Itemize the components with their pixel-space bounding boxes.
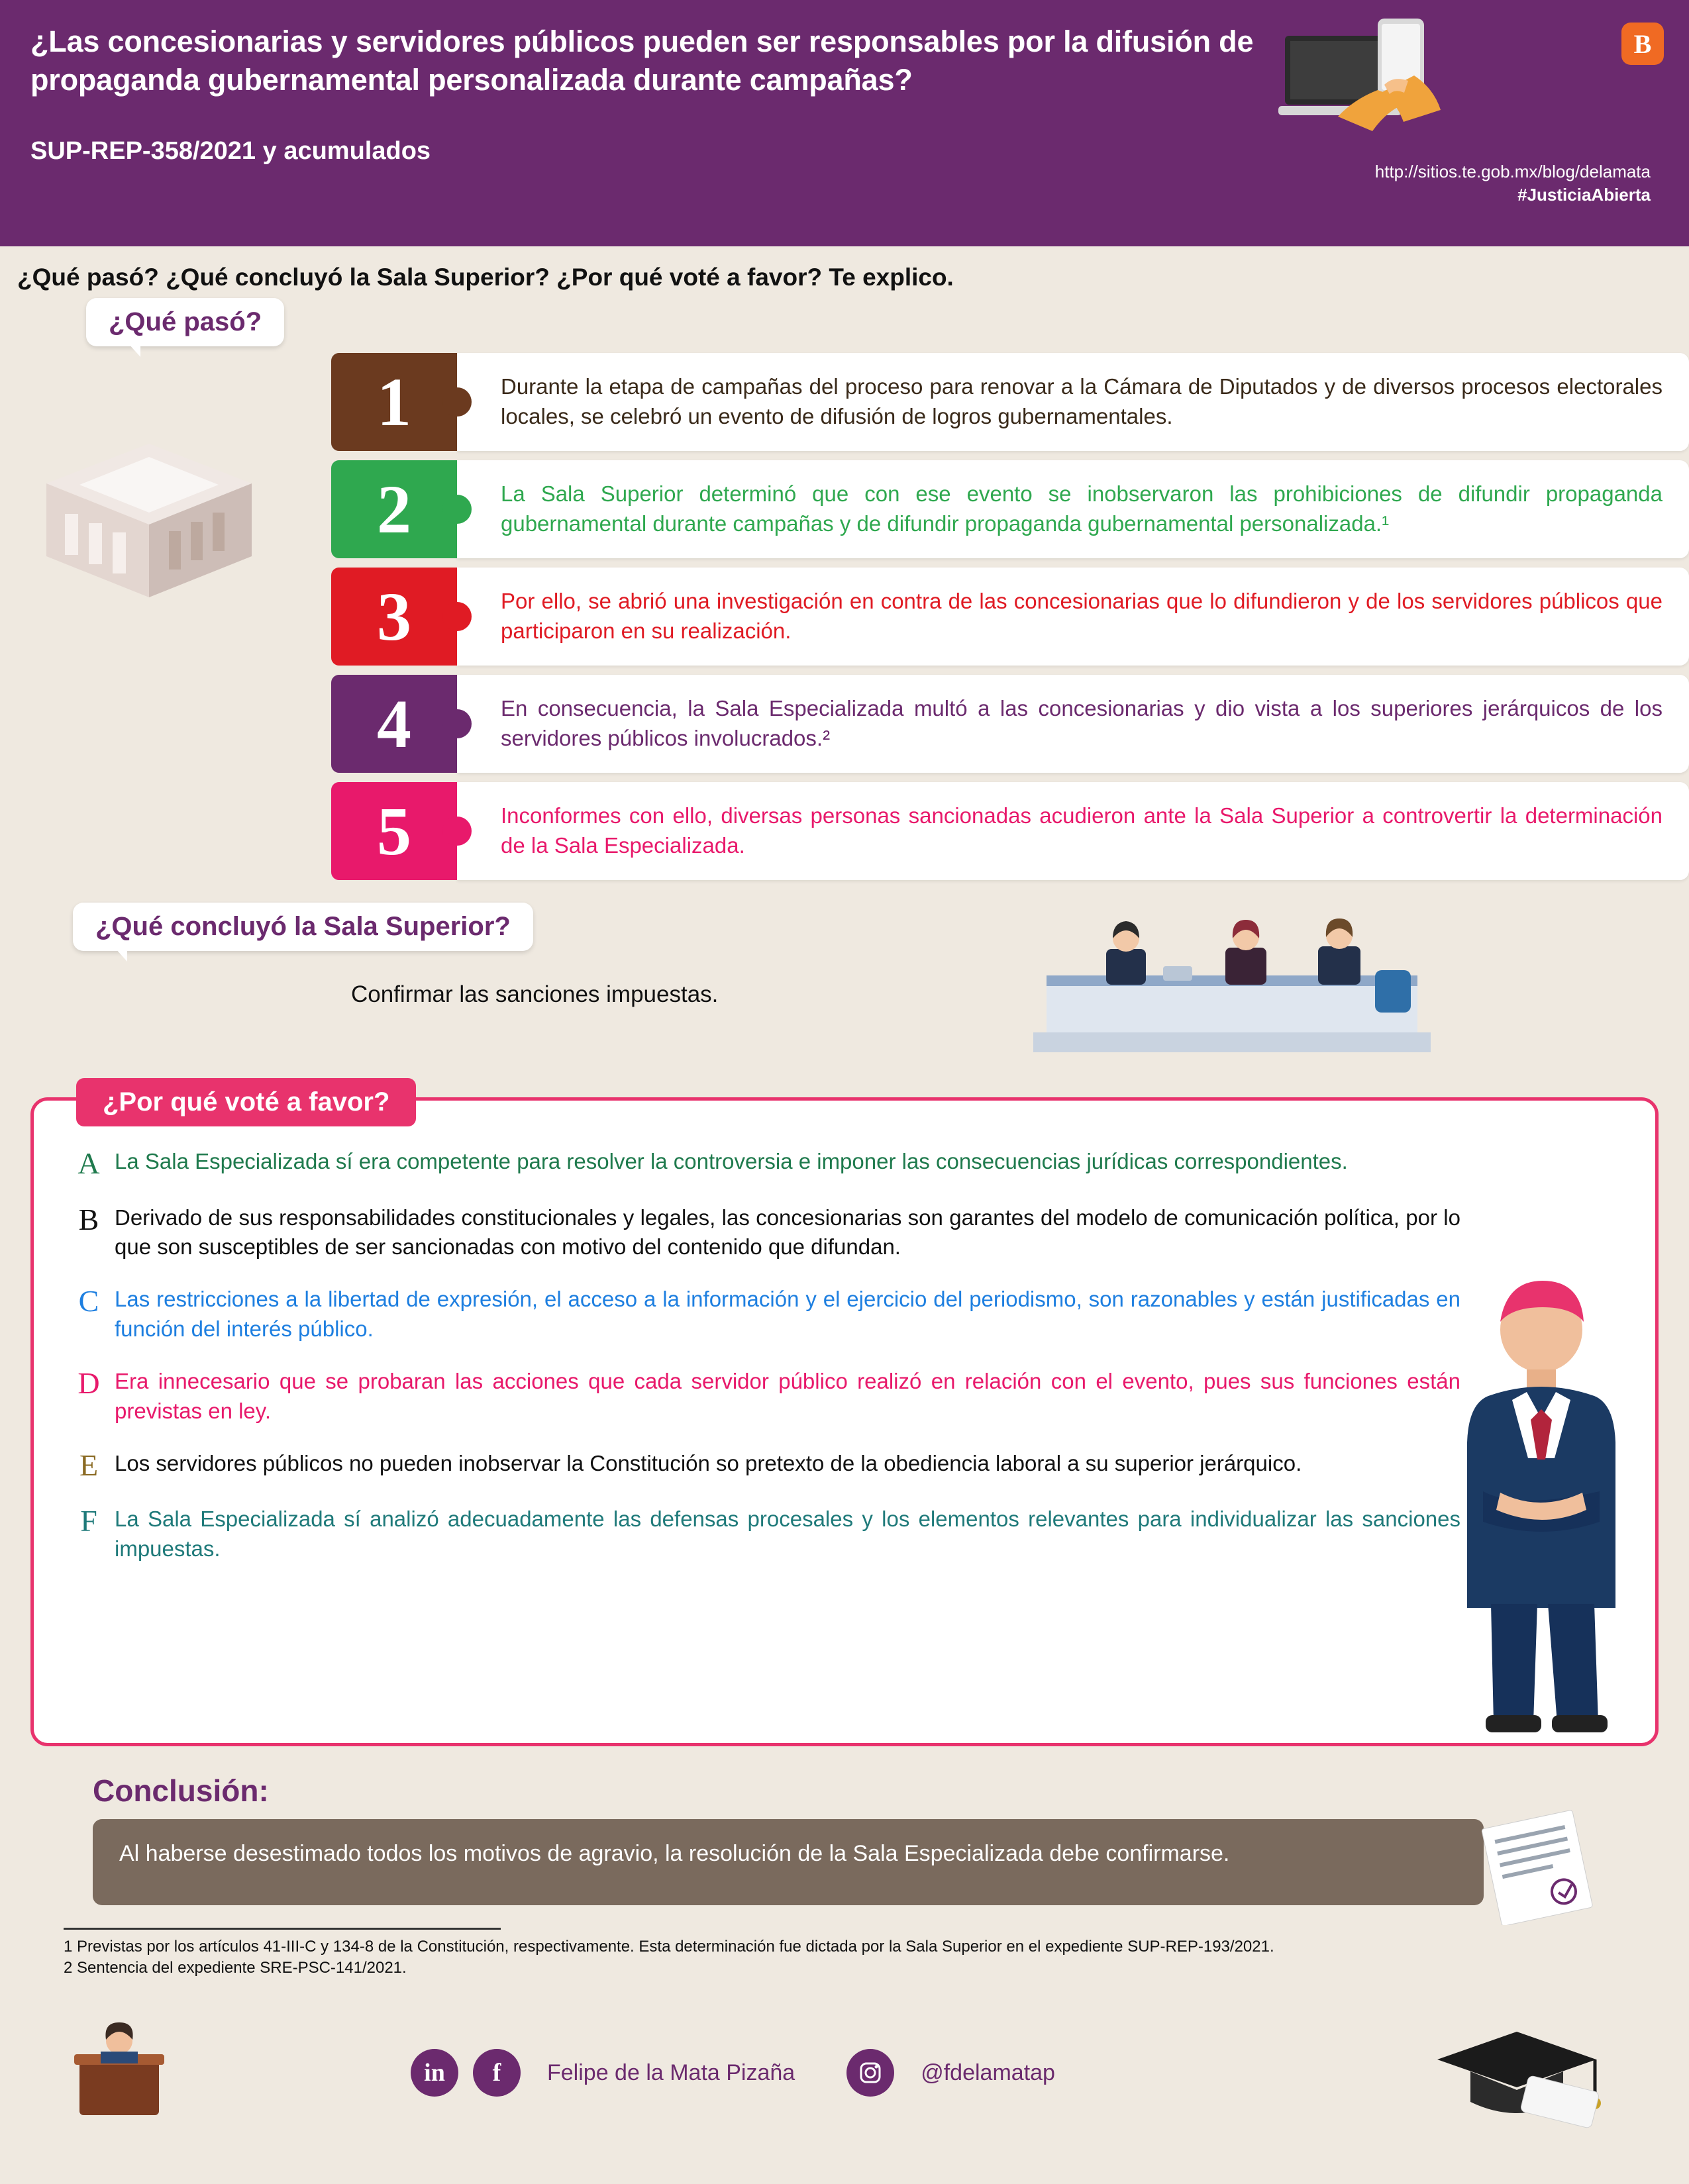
sala-superior-label: ¿Qué concluyó la Sala Superior? [73,903,533,951]
reason-letter: A [77,1146,100,1180]
puzzle-knob [442,709,472,738]
reason-item [63,1367,1467,1426]
step-number-badge [331,460,457,558]
step-text: En consecuencia, la Sala Especializada multó a las concesionarias y dio vista a los superiores jerárquicos de los servidores públicos involucrados.² [457,675,1689,773]
facebook-icon[interactable]: f [473,2049,521,2097]
footer [0,2007,1689,2139]
step-item [331,460,1689,558]
reason-text: Derivado de sus responsabilidades constitucionales y legales, las concesionarias son garantes del modelo de comunicación política, por lo que son susceptibles de ser sancionadas con motivo del contenido que difundan. [115,1205,1460,1260]
reason-letter: D [77,1366,100,1401]
reason-item [63,1285,1467,1344]
reason-item [63,1449,1467,1483]
reason-item [63,1147,1467,1181]
linkedin-icon[interactable]: in [411,2049,458,2097]
instagram-handle[interactable]: @fdelamatap [921,2060,1055,2085]
sala-superior-section [0,903,1689,1075]
reason-text: La Sala Especializada sí analizó adecuadamente las defensas procesales y los elementos relevantes para individualizar las sanciones impuestas. [115,1507,1460,1562]
sala-superior-answer: Confirmar las sanciones impuestas. [351,981,719,1007]
step-text: Durante la etapa de campañas del proceso para renovar a la Cámara de Diputados y de diversos procesos electorales locales, se celebró un evento de difusión de logros gubernamentales. [457,353,1689,451]
conclusion-title: Conclusión: [93,1773,269,1808]
blog-url[interactable]: http://sitios.te.gob.mx/blog/delamata [1374,161,1651,181]
document-icon [1470,1806,1610,1925]
conclusion-section [0,1773,1689,1905]
intro-text: ¿Qué pasó? ¿Qué concluyó la Sala Superior? ¿Por qué voté a favor? Te explico. [17,264,954,291]
step-number: 4 [377,685,411,762]
puzzle-knob [442,817,472,846]
step-number-badge [331,568,457,666]
conclusion-text: Al haberse desestimado todos los motivos de agravio, la resolución de la Sala Especializada debe confirmarse. [93,1819,1484,1905]
step-number: 2 [377,471,411,548]
footnote-item: 1 Previstas por los artículos 41-III-C y 134-8 de la Constitución, respectivamente. Esta determinación fue dictada por la Sala Superior en el expediente SUP-REP-193/2021. [64,1938,1274,1956]
reason-letter: B [78,1202,99,1236]
graduation-cap-icon [1417,2020,1610,2132]
step-number-badge [331,353,457,451]
step-number: 1 [377,364,411,440]
step-item [331,353,1689,451]
reason-text: Era innecesario que se probaran las acciones que cada servidor público realizó en relación con el evento, pues sus funciones están previstas en ley. [115,1369,1460,1423]
steps-list [331,353,1689,880]
que-paso-label: ¿Qué pasó? [86,298,284,346]
que-paso-section [0,298,1689,880]
courthouse-icon [40,430,258,603]
author-name: Felipe de la Mata Pizaña [547,2060,795,2085]
reason-letter: E [79,1448,99,1482]
instagram-icon[interactable] [846,2049,894,2097]
case-number: SUP-REP-358/2021 y acumulados [30,137,431,166]
step-item [331,782,1689,880]
footnote-divider [64,1928,501,1930]
reason-item [63,1505,1467,1564]
reason-text: Los servidores públicos no pueden inobservar la Constitución so pretexto de la obediencia laboral a su superior jerárquico. [115,1450,1302,1475]
step-item [331,675,1689,773]
blogger-icon[interactable]: B [1621,23,1664,65]
reason-item [63,1203,1467,1263]
por-que-vote-section [30,1087,1659,1746]
step-number: 5 [377,793,411,869]
header [0,0,1689,246]
businessman-illustration [1442,1273,1641,1736]
por-que-vote-title: ¿Por qué voté a favor? [76,1078,416,1126]
step-text: Por ello, se abrió una investigación en contra de las concesionarias que lo difundieron y de los servidores públicos que participaron en su realización. [457,568,1689,666]
step-number-badge [331,782,457,880]
reason-text: Las restricciones a la libertad de expresión, el acceso a la información y el ejercicio del periodismo, son razonables y están justificadas en función del interés público. [115,1287,1460,1342]
reason-letter: C [78,1284,99,1318]
hashtag[interactable]: #JusticiaAbierta [1517,184,1651,205]
puzzle-knob [442,495,472,524]
step-number: 3 [377,578,411,655]
tribunal-bench-illustration [1007,909,1470,1062]
footnote-item: 2 Sentencia del expediente SRE-PSC-141/2021. [64,1959,407,1977]
step-text: Inconformes con ello, diversas personas sancionadas acudieron ante la Sala Superior a controvertir la determinación de la Sala Especializada. [457,782,1689,880]
header-links [1375,160,1651,207]
step-number-badge [331,675,457,773]
reason-text: La Sala Especializada sí era competente para resolver la controversia e imponer las consecuencias jurídicas correspondientes. [115,1149,1348,1173]
page-title: ¿Las concesionarias y servidores públicos pueden ser responsables por la difusión de propaganda gubernamental personalizada durante campañas? [30,25,1254,97]
laptop-phone-illustration [1278,12,1497,138]
puzzle-knob [442,387,472,417]
footnotes [64,1928,1689,1977]
podium-icon [60,2022,179,2122]
reason-letter: F [80,1504,97,1538]
step-item [331,568,1689,666]
step-text: La Sala Superior determinó que con ese evento se inobservaron las prohibiciones de difundir propaganda gubernamental durante campañas y de difundir propaganda gubernamental personalizada.¹ [457,460,1689,558]
social-links [411,2049,1055,2097]
puzzle-knob [442,602,472,631]
